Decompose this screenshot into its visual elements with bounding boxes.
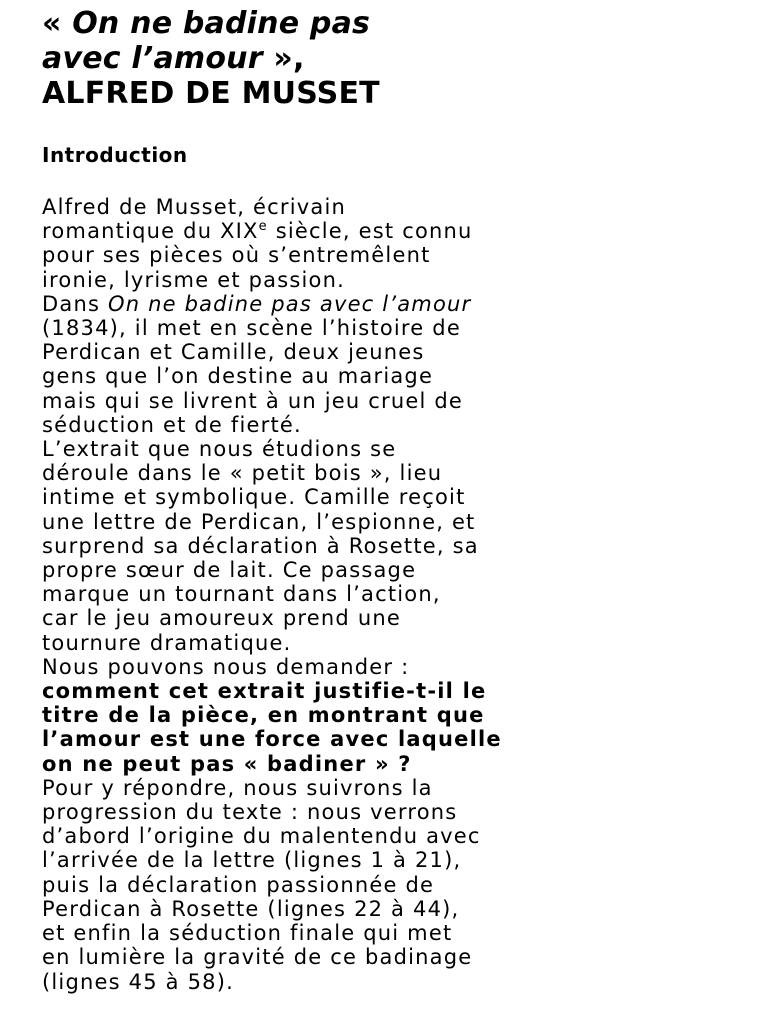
text-line: une lettre de Perdican, l’espionne, et — [42, 509, 476, 534]
text-line: Perdican à Rosette (lignes 22 à 44), — [42, 896, 460, 921]
text-line: (1834), il met en scène l’histoire de — [42, 316, 461, 341]
text-line: déroule dans le « petit bois », lieu — [42, 461, 443, 486]
title-line-1 — [42, 6, 742, 41]
title-play-name-part-2: avec l’amour — [42, 41, 263, 76]
text-line: Pour y répondre, nous suivrons la — [42, 775, 433, 800]
text-line: progression du texte : nous verrons — [42, 800, 458, 825]
title-line-2 — [42, 41, 742, 76]
problematic-line: on ne peut pas « badiner » ? — [42, 751, 412, 776]
document-page — [42, 6, 742, 994]
body-text — [42, 195, 742, 994]
text-line: en lumière la gravité de ce badinage — [42, 945, 473, 970]
problematic-line: titre de la pièce, en montrant que — [42, 703, 485, 728]
text-fragment: romantique du XIX — [42, 219, 259, 244]
text-line: mais qui se livrent à un jeu cruel de — [42, 388, 464, 413]
text-line: Alfred de Musset, écrivain — [42, 195, 347, 219]
text-line: propre sœur de lait. Ce passage — [42, 558, 417, 583]
title-open-quote: « — [42, 6, 73, 41]
text-line: Nous pouvons nous demander : — [42, 654, 410, 679]
text-line: ironie, lyrisme et passion. — [42, 267, 345, 292]
text-line: puis la déclaration passionnée de — [42, 872, 435, 897]
text-line: pour ses pièces où s’entremêlent — [42, 243, 431, 268]
text-line: surprend sa déclaration à Rosette, sa — [42, 533, 479, 558]
text-line: gens que l’on destine au mariage — [42, 364, 434, 389]
play-title-italic: On ne badine pas avec l’amour — [107, 291, 472, 316]
text-line: l’arrivée de la lettre (lignes 1 à 21), — [42, 848, 462, 873]
text-line: L’extrait que nous étudions se — [42, 437, 397, 462]
text-fragment: siècle, est connu — [267, 219, 473, 244]
text-fragment: Dans — [42, 291, 108, 316]
title-author: ALFRED DE MUSSET — [42, 76, 380, 111]
text-line: séduction et de fierté. — [42, 412, 302, 437]
superscript: e — [258, 219, 268, 235]
problematic-line: comment cet extrait justifie-t-il le — [42, 679, 487, 704]
title-play-name-part-1: On ne badine pas — [72, 6, 371, 41]
text-line — [42, 292, 742, 316]
text-line: car le jeu amoureux prend une — [42, 606, 401, 631]
text-line: tournure dramatique. — [42, 630, 292, 655]
text-line: marque un tournant dans l’action, — [42, 582, 441, 607]
document-title — [42, 6, 742, 111]
text-line: d’abord l’origine du malentendu avec — [42, 824, 481, 849]
problematic-line: l’amour est une force avec laquelle — [42, 727, 502, 752]
text-line — [42, 219, 742, 243]
text-line: et enfin la séduction finale qui met — [42, 921, 453, 946]
text-line: (lignes 45 à 58). — [42, 969, 234, 994]
section-heading: Introduction — [42, 143, 188, 167]
title-close-quote: », — [262, 41, 305, 76]
text-line: intime et symbolique. Camille reçoit — [42, 485, 466, 510]
text-line: Perdican et Camille, deux jeunes — [42, 340, 425, 365]
